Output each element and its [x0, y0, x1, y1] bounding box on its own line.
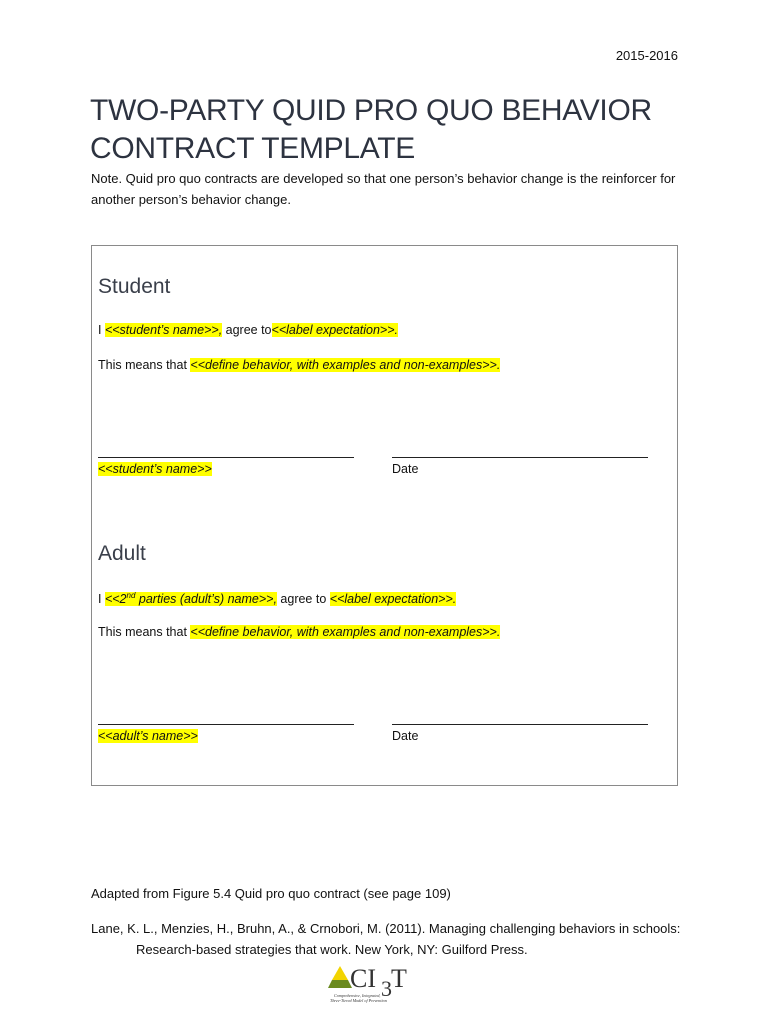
adult-means-line [98, 625, 500, 639]
adult-agree-prefix: I [98, 592, 105, 607]
ci3t-logo-graphic [328, 960, 410, 1006]
page-title [90, 92, 690, 168]
student-date-label: Date [392, 462, 419, 476]
adult-define-field[interactable]: <<define behavior, with examples and non-examples>>. [190, 625, 501, 639]
student-signature-label: <<student’s name>> [98, 462, 212, 476]
student-date-line[interactable] [392, 457, 648, 458]
logo-tagline-1: Comprehensive, Integrated, [334, 993, 381, 998]
adult-signature-label: <<adult’s name>> [98, 729, 198, 743]
adult-agree-line [98, 591, 456, 606]
adult-name-field[interactable] [105, 592, 277, 606]
adult-name-field-post: parties (adult’s) name>>, [135, 592, 277, 607]
title-line-2: CONTRACT TEMPLATE [90, 132, 415, 165]
adult-name-field-sup: nd [126, 591, 136, 600]
logo-text-end: T [391, 964, 407, 993]
reference-line-1: Lane, K. L., Menzies, H., Bruhn, A., & Crnobori, M. (2011). Managing challenging behaviors in schools: [91, 921, 681, 936]
reference-line-2: Research-based strategies that work. New York, NY: Guilford Press. [136, 942, 528, 957]
student-agree-prefix: I [98, 323, 105, 337]
document-year: 2015-2016 [615, 48, 678, 63]
reference-citation [91, 918, 691, 960]
logo-triangle-top [332, 966, 348, 980]
adult-expectation-field[interactable]: <<label expectation>>. [329, 592, 457, 607]
logo-text-main: CI [350, 964, 376, 993]
adult-date-label: Date [392, 729, 419, 743]
student-agree-mid: agree to [222, 323, 272, 337]
student-agree-line [98, 323, 398, 337]
logo-text-sub: 3 [381, 976, 392, 1001]
adult-date-line[interactable] [392, 724, 648, 725]
adult-name-field-pre: <<2 [104, 592, 127, 607]
student-heading: Student [98, 275, 171, 298]
contract-box [91, 245, 678, 786]
student-define-field[interactable]: <<define behavior, with examples and non-examples>>. [190, 358, 501, 372]
student-means-line [98, 358, 500, 372]
adult-signature-line[interactable] [98, 724, 354, 725]
adult-heading: Adult [98, 542, 146, 565]
adult-means-prefix: This means that [98, 625, 191, 639]
student-name-field[interactable]: <<student’s name>>, [104, 323, 223, 337]
student-signature-line[interactable] [98, 457, 354, 458]
student-means-prefix: This means that [98, 358, 191, 372]
logo-triangle-bottom [328, 980, 352, 988]
adapted-note: Adapted from Figure 5.4 Quid pro quo contract (see page 109) [91, 886, 451, 901]
logo-tagline-2: Three-Tiered Model of Prevention [330, 998, 387, 1003]
title-line-1: TWO-PARTY QUID PRO QUO BEHAVIOR [90, 94, 652, 127]
student-expectation-field[interactable]: <<label expectation>>. [271, 323, 399, 337]
adult-agree-mid: agree to [276, 592, 330, 607]
intro-note: Note. Quid pro quo contracts are developed so that one person’s behavior change is the reinforcer for another person’s behavior change. [91, 171, 676, 207]
ci3t-logo [328, 960, 410, 1006]
